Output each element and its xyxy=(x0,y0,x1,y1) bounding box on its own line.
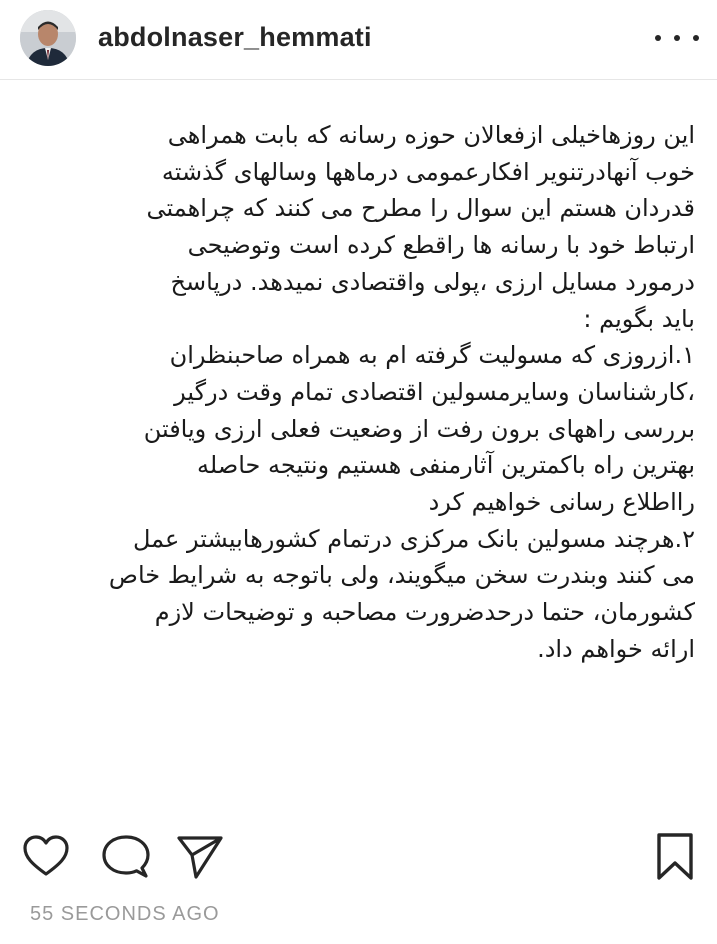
heart-icon[interactable] xyxy=(22,834,70,878)
post-text-line: این روزهاخیلی ازفعالان حوزه رسانه که بابت همراهی xyxy=(167,121,695,149)
post-text-line: قدردان هستم این سوال را مطرح می کنند که چراهمتی xyxy=(146,194,695,223)
post-text-line: ،کارشناسان وسایرمسولین اقتصادی تمام وقت درگیر xyxy=(174,377,695,406)
post-image xyxy=(0,80,717,800)
post-text-line: کشورمان، حتما درحدضرورت مصاحبه و توضیحات لازم xyxy=(154,598,695,627)
avatar[interactable] xyxy=(20,10,76,66)
more-dot xyxy=(655,35,661,41)
post-text-line: بهترین راه باکمترین آثارمنفی هستیم ونتیجه حاصله xyxy=(197,451,695,480)
post-text-line: ارائه خواهم داد. xyxy=(537,634,695,663)
post-text-line: می کنند وبندرت سخن میگویند، ولی باتوجه به شرایط خاص xyxy=(108,561,695,590)
post-text-line: بررسی راههای برون رفت از وضعیت فعلی ارزی ویافتن xyxy=(143,414,695,443)
post-text-line: خوب آنهادرتنویر افکارعمومی درماهها وسالهای گذشته xyxy=(161,157,695,186)
more-dot xyxy=(693,35,699,41)
post-text xyxy=(55,117,695,668)
bookmark-icon[interactable] xyxy=(655,832,695,882)
avatar-image xyxy=(20,10,76,66)
post-text-line: باید بگویم : xyxy=(583,304,695,333)
timestamp: 55 SECONDS AGO xyxy=(30,903,220,925)
share-icon[interactable] xyxy=(176,834,224,880)
post-text-line: ارتباط خود با رسانه ها راقطع کرده است وتوضیحی xyxy=(187,231,695,260)
post-text-line: درمورد مسایل ارزی ،پولی واقتصادی نمیدهد. درپاسخ xyxy=(170,267,695,296)
post-header xyxy=(0,0,717,80)
action-bar xyxy=(0,820,717,896)
comment-icon[interactable] xyxy=(102,834,150,880)
username[interactable]: abdolnaser_hemmati xyxy=(98,22,372,52)
post-text-line: ۲.هرچند مسولین بانک مرکزی درتمام کشورهابیشتر عمل xyxy=(132,524,695,553)
post-text-line: ۱.ازروزی که مسولیت گرفته ام به همراه صاحبنظران xyxy=(169,341,695,370)
post-text-line: رااطلاع رسانی خواهیم کرد xyxy=(428,488,695,517)
more-horizontal-icon[interactable] xyxy=(655,26,699,50)
more-dot xyxy=(674,35,680,41)
